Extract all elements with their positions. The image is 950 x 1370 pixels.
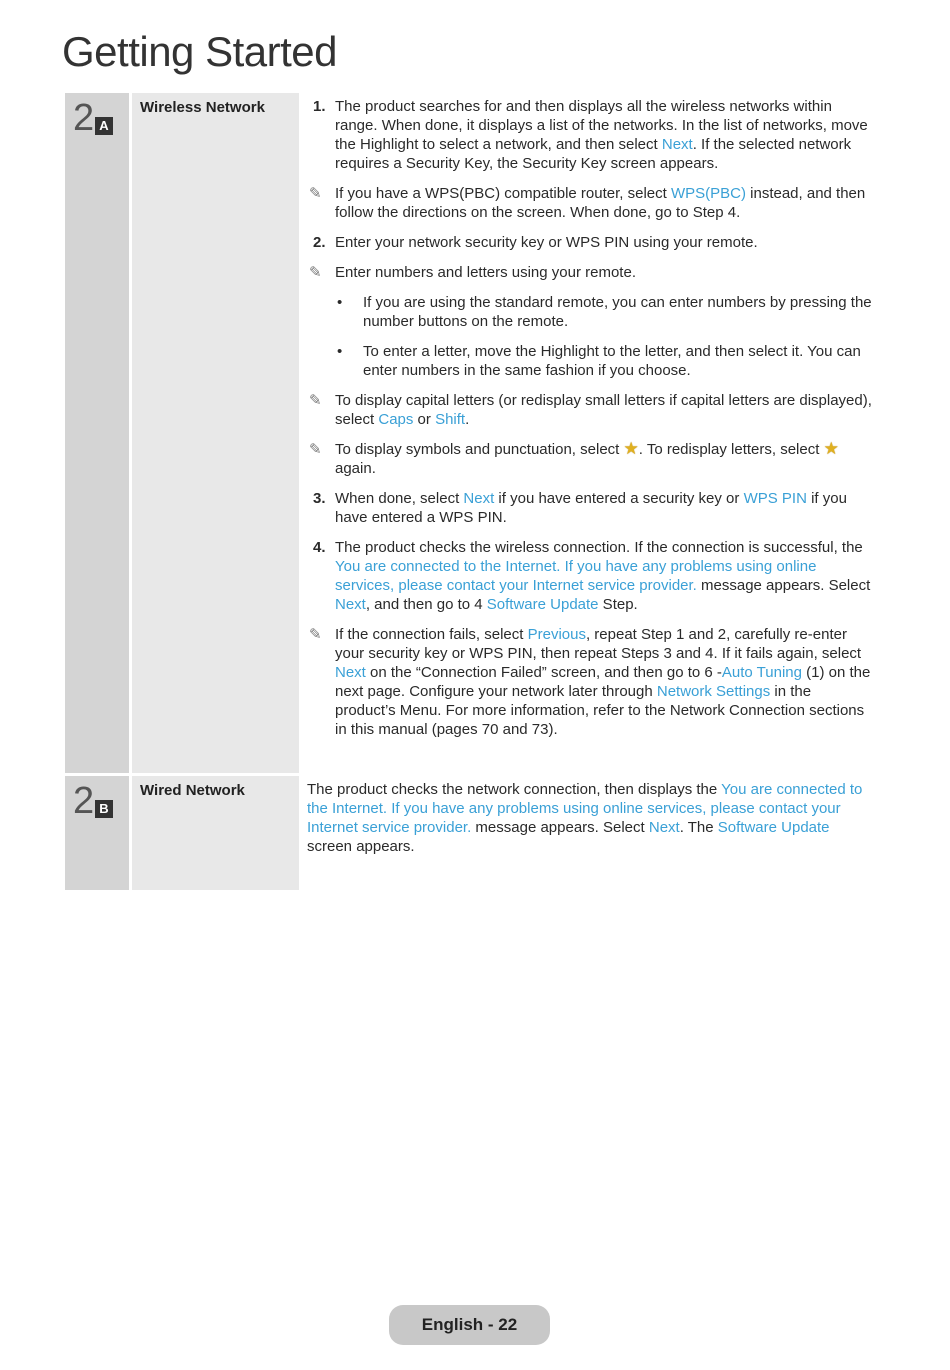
bullet-item [307, 342, 873, 380]
item-text: Enter your network security key or WPS PIN using your remote. [335, 234, 758, 251]
note [307, 625, 873, 739]
menu-term: You are connected to the Internet. If you have any problems using online services, please contact your Internet service provider. [335, 558, 817, 594]
section-content [307, 780, 873, 856]
item-text: When done, select [335, 490, 464, 507]
bullet-item [307, 293, 873, 331]
bullet-dot: • [337, 294, 343, 311]
menu-term: Auto Tuning [721, 664, 802, 681]
menu-term: Software Update [486, 596, 599, 613]
menu-term: WPS PIN [743, 490, 807, 507]
pencil-note-icon: ✎ [309, 185, 322, 202]
pencil-note-icon: ✎ [309, 264, 322, 281]
item-text: if you have entered a security key or [494, 490, 744, 507]
paragraph-text: screen appears. [307, 838, 415, 855]
step-number: 2 [73, 97, 95, 139]
menu-term: Network Settings [656, 683, 771, 700]
note-text: instead, and then follow the directions on the screen. When done, go to Step 4. [335, 185, 866, 221]
note [307, 391, 873, 429]
section-label: Wireless Network [140, 99, 265, 116]
step-indicator [65, 776, 129, 890]
section-label-cell [132, 93, 299, 773]
paragraph-text: . The [679, 819, 718, 836]
menu-term: Next [335, 596, 366, 613]
note-text: . To redisplay letters, select [638, 441, 824, 458]
paragraph-text: The product checks the network connection, then displays the [307, 781, 722, 798]
item-number: 2. [313, 234, 326, 251]
item-text: , and then go to 4 [365, 596, 487, 613]
note-text: If you have a WPS(PBC) compatible router, select [335, 185, 671, 202]
menu-term: Next [648, 819, 680, 836]
star-icon: ★ [823, 439, 839, 458]
page-footer-badge: English - 22 [389, 1305, 550, 1345]
note-text: If the connection fails, select [335, 626, 528, 643]
item-number: 3. [313, 490, 326, 507]
item-text: Step. [598, 596, 638, 613]
item-text: . If the selected network requires a Security Key, the Security Key screen appears. [335, 136, 852, 172]
menu-term: WPS(PBC) [670, 185, 746, 202]
menu-term: Next [463, 490, 495, 507]
pencil-note-icon: ✎ [309, 441, 322, 458]
wired-paragraph [307, 780, 873, 856]
step-letter-badge: A [95, 117, 113, 135]
note-text: (1) on the next page. Configure your network later through [335, 664, 871, 700]
menu-term: You are connected to the Internet. If you have any problems using online services, please contact your Internet service provider. [307, 781, 863, 836]
item-text: The product searches for and then displays all the wireless networks within range. When done, it displays a list of the networks. In the list of networks, move the Highlight to select a network, and then select [335, 98, 868, 153]
note [307, 440, 873, 478]
note-text: Enter numbers and letters using your remote. [335, 264, 636, 281]
pencil-note-icon: ✎ [309, 626, 322, 643]
note-text: , repeat Step 1 and 2, carefully re-enter your security key or WPS PIN, then repeat Steps 3 and 4. If it fails again, select [335, 626, 862, 662]
star-icon: ★ [623, 439, 639, 458]
step-letter-badge: B [95, 800, 113, 818]
bullet-text: If you are using the standard remote, you can enter numbers by pressing the number buttons on the remote. [363, 294, 872, 330]
step-item-4 [307, 538, 873, 614]
item-text: if you have entered a WPS PIN. [335, 490, 847, 526]
step-item-2 [307, 233, 873, 252]
pencil-note-icon: ✎ [309, 392, 322, 409]
page-title: Getting Started [62, 28, 337, 75]
note-text: To display symbols and punctuation, select [335, 441, 624, 458]
section-label: Wired Network [140, 782, 245, 799]
menu-term: Next [661, 136, 693, 153]
step-item-3 [307, 489, 873, 527]
note-text: again. [335, 460, 376, 477]
menu-term: Software Update [717, 819, 830, 836]
item-number: 1. [313, 98, 326, 115]
menu-term: Next [335, 664, 366, 681]
menu-term: Previous [527, 626, 586, 643]
section-content [307, 97, 873, 750]
step-number: 2 [73, 780, 95, 822]
bullet-dot: • [337, 343, 343, 360]
item-text: message appears. Select [696, 577, 871, 594]
section-wireless-network [65, 93, 873, 773]
item-number: 4. [313, 539, 326, 556]
section-wired-network [65, 776, 873, 890]
note-text: on the “Connection Failed” screen, and then go to 6 - [365, 664, 722, 681]
note-text: in the product’s Menu. For more information, refer to the Network Connection sections in this manual (pages 70 and 73). [335, 683, 865, 738]
paragraph-text: message appears. Select [471, 819, 649, 836]
bullet-text: To enter a letter, move the Highlight to the letter, and then select it. You can enter numbers in the same fashion if you choose. [363, 343, 861, 379]
section-label-cell [132, 776, 299, 890]
note-text: To display capital letters (or redisplay small letters if capital letters are displayed), select [335, 392, 872, 428]
menu-term: Caps [378, 411, 414, 428]
item-text: The product checks the wireless connection. If the connection is successful, the [335, 539, 863, 556]
note [307, 263, 873, 282]
step-indicator [65, 93, 129, 773]
note-text: . [465, 411, 470, 428]
note-text: or [413, 411, 436, 428]
menu-term: Shift [435, 411, 466, 428]
step-item-1 [307, 97, 873, 173]
note [307, 184, 873, 222]
